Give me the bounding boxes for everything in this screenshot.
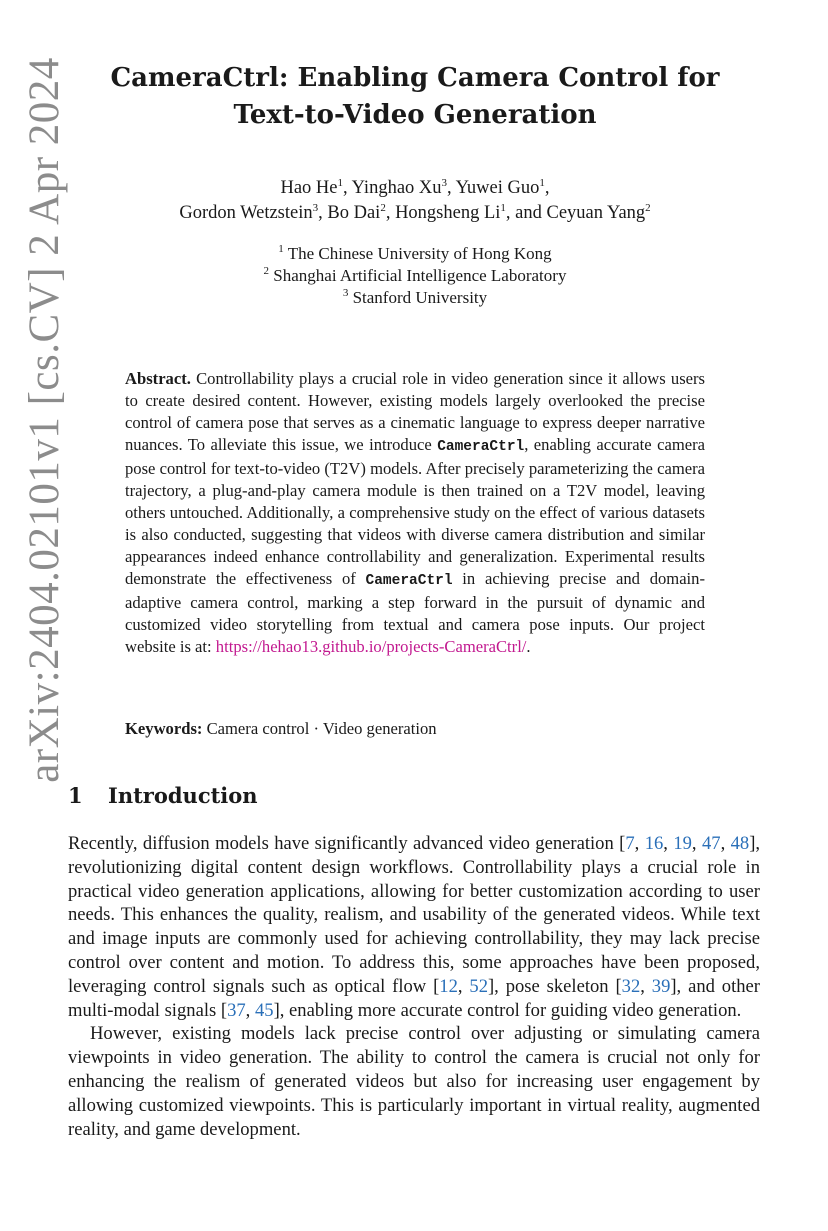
- affiliation-marker: 1: [539, 177, 545, 189]
- abstract: [125, 368, 705, 658]
- citation-link[interactable]: 37: [227, 999, 246, 1021]
- citation-link[interactable]: 39: [651, 975, 671, 997]
- author-name: Gordon Wetzstein: [179, 203, 313, 223]
- abstract-period: .: [526, 637, 531, 656]
- introduction-body: [68, 832, 760, 1141]
- author-separator: ,: [385, 203, 396, 223]
- author-name: Hao He: [280, 178, 338, 198]
- authors-line-1: [60, 176, 770, 201]
- author-separator: ,: [544, 178, 550, 198]
- affiliation-name: Stanford University: [352, 288, 488, 307]
- author-name: Ceyuan Yang: [546, 203, 646, 223]
- author-name: Yuwei Guo: [455, 178, 540, 198]
- abstract-text: , enabling accurate camera pose control for text-to-video (T2V) models. After precisely parameterizing the camera trajectory, a plug-and-play camera module is then trained on a T2V model, leaving others untouched. Additionally, a comprehensive study on the effect of various datasets is also conducted, suggesting that videos with diverse camera distribution and similar appearances indeed enhance controllability and generalization. Experimental results demonstrate the effectiveness of: [125, 435, 705, 588]
- citation-link[interactable]: 52: [469, 975, 488, 997]
- affiliation-list: [60, 243, 770, 309]
- affiliation-marker: 1: [337, 177, 344, 189]
- section-number: 1: [68, 783, 83, 808]
- citation-link[interactable]: 7: [625, 833, 635, 854]
- affiliation-number: 2: [263, 265, 270, 277]
- affiliation: [60, 265, 770, 287]
- citation-link[interactable]: 12: [439, 975, 458, 997]
- citation-link[interactable]: 48: [730, 833, 750, 854]
- author-separator: , and: [505, 203, 547, 223]
- arxiv-identifier: arXiv:2404.02101v1 [cs.CV] 2 Apr 2024: [21, 57, 68, 783]
- author-name: Bo Dai: [327, 203, 381, 223]
- affiliation-marker: 3: [312, 202, 319, 214]
- author-separator: ,: [447, 178, 456, 198]
- keywords: [125, 718, 705, 740]
- title-line-1: CameraCtrl: Enabling Camera Control for: [110, 63, 720, 93]
- keywords-label: Keywords:: [125, 719, 203, 738]
- affiliation: [60, 287, 770, 309]
- affiliation-name: The Chinese University of Hong Kong: [287, 244, 552, 263]
- abstract-text: Controllability plays a crucial role in video generation since it allows users to create desired content. However, existing models largely overlooked the precise control of camera pose that serves as a cinematic language to express deeper narrative nuances. To alleviate this issue, we introduce: [125, 369, 705, 454]
- affiliation-number: 3: [342, 287, 349, 299]
- section-title: Introduction: [108, 783, 258, 808]
- method-name: CameraCtrl: [437, 439, 525, 455]
- citation-link[interactable]: 47: [701, 833, 721, 854]
- paragraph: Recently, diffusion models have significantly advanced video generation [7, 16, 19, 47, 48], revolutionizing digital content design workflows. Controllability plays a crucial role in practical video generation applications, allowing for better customization according to user needs. This enhances the quality, realism, and usability of the generated videos. While text and image inputs are commonly used for achieving controllability, they may lack precise control over content and motion. To address this, some approaches have been proposed, leveraging control signals such as optical flow [12, 52], pose skeleton [32, 39], and other multi-modal signals [37, 45], enabling more accurate control for guiding video generation.: [68, 833, 761, 1021]
- author-separator: ,: [343, 178, 352, 198]
- affiliation-name: Shanghai Artificial Intelligence Laboratory: [273, 266, 567, 285]
- citation-link[interactable]: 32: [621, 975, 641, 997]
- title-line-2: Text-to-Video Generation: [233, 100, 597, 130]
- author-list: [60, 176, 770, 226]
- affiliation: [60, 243, 770, 265]
- affiliation-marker: 3: [441, 177, 448, 189]
- citation-link[interactable]: 45: [254, 999, 274, 1021]
- citation-link[interactable]: 19: [673, 833, 692, 854]
- abstract-text: in achieving precise and domain-adaptive camera control, marking a step forward in the pursuit of dynamic and customized video storytelling from textual and camera pose inputs. Our project website is at:: [125, 569, 705, 656]
- affiliation-marker: 1: [500, 202, 506, 214]
- project-website-link[interactable]: https://hehao13.github.io/projects-CameraCtrl/: [215, 637, 527, 656]
- keywords-text: Camera control · Video generation: [202, 719, 437, 738]
- citation-link[interactable]: 16: [644, 833, 664, 854]
- affiliation-marker: 2: [380, 202, 386, 214]
- affiliation-marker: 2: [645, 202, 651, 214]
- paragraph: However, existing models lack precise control over adjusting or simulating camera viewpoints in video generation. The ability to control the camera is crucial not only for enhancing the realism of generated videos but also for increasing user engagement by allowing customized viewpoints. This is particularly important in virtual reality, augmented reality, and game development.: [68, 1023, 760, 1140]
- method-name: CameraCtrl: [365, 573, 453, 589]
- affiliation-number: 1: [278, 243, 284, 255]
- author-name: Hongsheng Li: [395, 203, 501, 223]
- author-name: Yinghao Xu: [351, 178, 442, 198]
- paper-title: [60, 60, 770, 134]
- section-heading: [68, 781, 258, 811]
- authors-line-2: [60, 201, 770, 226]
- author-separator: ,: [318, 203, 328, 223]
- abstract-label: Abstract.: [125, 369, 191, 388]
